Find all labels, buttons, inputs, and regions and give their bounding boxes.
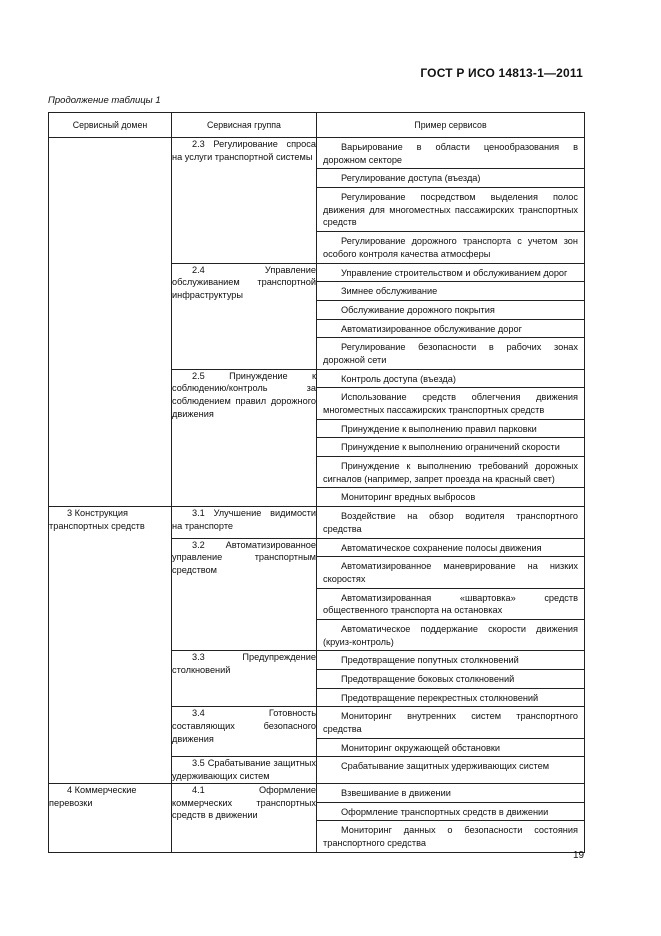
services-table	[48, 112, 585, 853]
service-example-item	[317, 169, 584, 188]
service-examples-cell	[317, 369, 585, 507]
service-example-item	[317, 757, 584, 775]
service-example-item	[317, 388, 584, 419]
service-example-text: Взвешивание в движении	[341, 787, 451, 798]
service-example-text: Предотвращение попутных столкновений	[341, 655, 519, 666]
service-example-item	[317, 188, 584, 232]
service-example-item	[317, 539, 584, 558]
service-example-text: Регулирование безопасности в рабочих зонах дорожной сети	[323, 342, 578, 365]
service-example-item	[317, 301, 584, 320]
service-group-cell	[172, 263, 317, 369]
service-example-item	[317, 232, 584, 262]
service-group-cell	[172, 783, 317, 852]
page-number: 19	[573, 850, 585, 861]
service-example-text: Регулирование доступа (въезда)	[341, 173, 481, 184]
service-examples-cell	[317, 263, 585, 369]
service-example-item	[317, 689, 584, 707]
service-group-name: 2.4 Управление обслуживанием транспортной инфраструктуры	[172, 264, 316, 300]
service-examples-cell	[317, 507, 585, 538]
service-example-text: Обслуживание дорожного покрытия	[341, 304, 495, 315]
service-group-name: 2.3 Регулирование спроса на услуги транспортной системы	[172, 139, 316, 162]
service-example-text: Предотвращение боковых столкновений	[341, 674, 515, 684]
service-examples-cell	[317, 783, 585, 852]
service-example-text: Принуждение к выполнению требований дорожных сигналов (например, запрет проезда на красный свет)	[323, 461, 578, 484]
service-example-item	[317, 739, 584, 757]
service-example-text: Оформление транспортных средств в движении	[341, 806, 549, 817]
service-example-text: Варьирование в области ценообразования в дорожном секторе	[323, 142, 578, 165]
service-group-name: 3.3 Предупреждение столкновений	[172, 652, 316, 675]
table-row	[49, 783, 585, 852]
service-example-text: Контроль доступа (въезда)	[341, 373, 456, 384]
service-example-text: Зимнее обслуживание	[341, 286, 438, 297]
service-example-text: Автоматизированное обслуживание дорог	[341, 323, 522, 334]
service-group-name: 3.5 Срабатывание защитных удерживающих систем	[172, 758, 316, 782]
service-examples-cell	[317, 138, 585, 264]
service-example-item	[317, 338, 584, 368]
service-examples-cell	[317, 651, 585, 707]
service-group-name: 3.4 Готовность составляющих безопасного движения	[172, 708, 316, 744]
service-example-item	[317, 138, 584, 169]
service-example-item	[317, 651, 584, 670]
service-example-text: Автоматизированная «швартовка» средств общественного транспорта на остановках	[323, 592, 578, 616]
service-domain-cell	[49, 507, 172, 784]
service-domain-cell	[49, 138, 172, 507]
table-row	[49, 507, 585, 538]
service-group-cell	[172, 369, 317, 507]
service-example-text: Автоматическое сохранение полосы движения	[341, 542, 542, 553]
service-domain-name: 4 Коммерческие перевозки	[49, 784, 137, 808]
service-example-item	[317, 320, 584, 339]
service-example-text: Мониторинг вредных выбросов	[341, 492, 476, 503]
column-header-domain: Сервисный домен	[49, 113, 172, 138]
service-example-item	[317, 457, 584, 488]
service-group-name: 3.1 Улучшение видимости на транспорте	[172, 508, 316, 531]
service-example-text: Использование средств облегчения движения многоместных пассажирских транспортных средств	[323, 392, 578, 415]
service-group-cell	[172, 757, 317, 783]
service-example-item	[317, 821, 584, 851]
service-example-item	[317, 438, 584, 457]
service-example-item	[317, 557, 584, 588]
service-group-name: 2.5 Принуждение к соблюдению/контроль за соблюдением правил дорожного движения	[172, 370, 316, 419]
service-domain-cell	[49, 783, 172, 852]
service-example-text: Принуждение к выполнению ограничений скорости	[341, 442, 560, 453]
service-example-text: Мониторинг внутренних систем транспортного средства	[323, 711, 578, 735]
service-example-text: Воздействие на обзор водителя транспортного средства	[323, 511, 578, 534]
service-examples-cell	[317, 707, 585, 757]
service-example-text: Срабатывание защитных удерживающих систем	[341, 761, 550, 772]
service-example-text: Автоматическое поддержание скорости движения (круиз-контроль)	[323, 623, 578, 647]
table-continuation-caption: Продолжение таблицы 1	[48, 95, 161, 106]
service-group-name: 4.1 Оформление коммерческих транспортных средств в движении	[172, 784, 316, 821]
service-group-cell	[172, 507, 317, 538]
document-standard-header: ГОСТ Р ИСО 14813-1—2011	[420, 66, 583, 80]
service-group-cell	[172, 651, 317, 707]
service-group-cell	[172, 707, 317, 757]
service-example-text: Управление строительством и обслуживанием дорог	[341, 267, 568, 278]
service-example-item	[317, 264, 584, 283]
service-example-text: Принуждение к выполнению правил парковки	[341, 423, 537, 434]
service-group-cell	[172, 538, 317, 651]
service-example-text: Регулирование дорожного транспорта с учетом зон особого контроля качества атмосферы	[323, 236, 578, 259]
service-group-name: 3.2 Автоматизированное управление транспортным средством	[172, 539, 316, 575]
service-example-item	[317, 620, 584, 650]
service-example-item	[317, 370, 584, 389]
service-example-item	[317, 784, 584, 803]
service-example-item	[317, 803, 584, 822]
service-example-item	[317, 507, 584, 537]
service-example-text: Мониторинг данных о безопасности состояния транспортного средства	[323, 825, 578, 848]
service-domain-name: 3 Конструкция транспортных средств	[49, 508, 145, 531]
service-examples-cell	[317, 538, 585, 651]
service-example-item	[317, 282, 584, 301]
service-example-item	[317, 589, 584, 620]
service-examples-cell	[317, 757, 585, 783]
service-example-item	[317, 670, 584, 689]
service-group-cell	[172, 138, 317, 264]
service-example-text: Мониторинг окружающей обстановки	[341, 742, 501, 753]
table-header-row	[49, 113, 585, 138]
service-example-item	[317, 420, 584, 439]
service-example-text: Автоматизированное маневрирование на низких скоростях	[323, 561, 578, 584]
service-example-item	[317, 488, 584, 506]
service-example-text: Регулирование посредством выделения полос движения для многоместных пассажирских транспортных средств	[323, 192, 578, 228]
column-header-examples: Пример сервисов	[317, 113, 585, 138]
service-example-item	[317, 707, 584, 738]
table-row	[49, 138, 585, 264]
service-example-text: Предотвращение перекрестных столкновений	[341, 692, 539, 703]
column-header-group: Сервисная группа	[172, 113, 317, 138]
table-body	[49, 138, 585, 853]
